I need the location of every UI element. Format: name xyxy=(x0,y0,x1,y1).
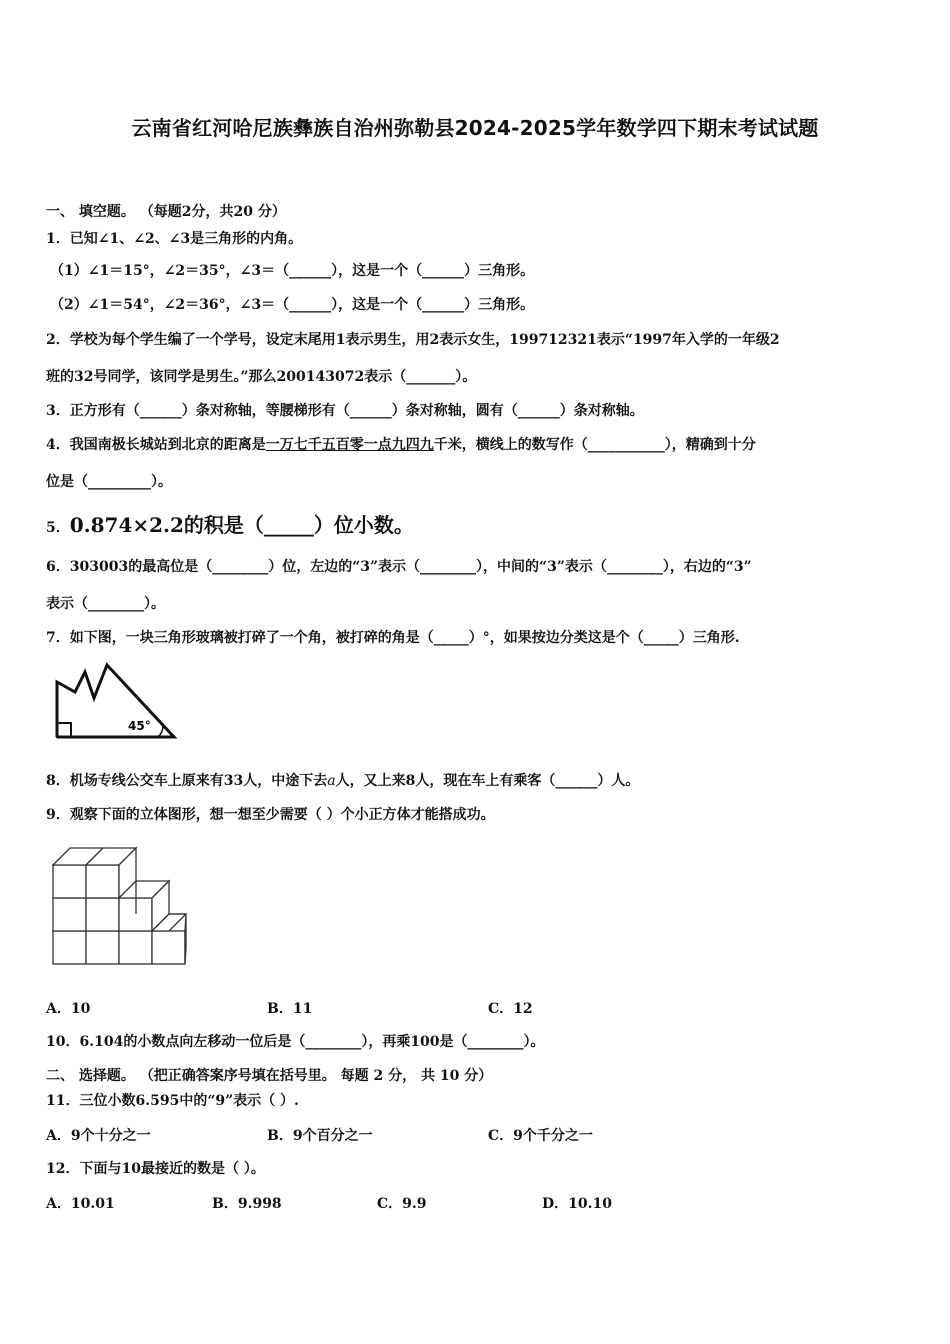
q4-pre: 4．我国南极长城站到北京的距离是 xyxy=(46,437,266,453)
q4-line1 xyxy=(46,435,906,455)
q6-line1: 6．303003的最高位是（________）位，左边的“3”表示（________），中间的“3”表示（________），右边的“3” xyxy=(46,559,752,575)
broken-triangle-outline xyxy=(57,665,174,737)
q7-text: 7．如下图，一块三角形玻璃被打碎了一个角，被打碎的角是（_____）°，如果按边分类这是个（_____）三角形. xyxy=(46,630,740,646)
q5-line xyxy=(46,515,906,538)
q1-part1: （1）∠1＝15°，∠2＝35°，∠3＝（______），这是一个（______）三角形。 xyxy=(50,263,535,279)
q4-line2: 位是（_________）。 xyxy=(46,474,172,490)
cube-front-face xyxy=(86,931,119,964)
q8-variable: a xyxy=(327,773,336,789)
q11-option-c[interactable]: C．9个千分之一 xyxy=(488,1128,593,1144)
q12-text: 12．下面与10最接近的数是（ ）。 xyxy=(46,1161,265,1177)
q6-line2: 表示（________）。 xyxy=(46,596,165,612)
q12-option-b[interactable]: B．9.998 xyxy=(212,1196,282,1212)
cube-front-face xyxy=(119,931,152,964)
q9-text: 9．观察下面的立体图形，想一想至少需要（ ）个小正方体才能搭成功。 xyxy=(46,807,495,823)
right-angle-mark xyxy=(57,723,71,737)
q12-option-d[interactable]: D．10.10 xyxy=(542,1196,612,1212)
q9-option-a[interactable]: A．10 xyxy=(46,1001,91,1017)
q5-number: 5． xyxy=(46,520,70,536)
q12-option-a[interactable]: A．10.01 xyxy=(46,1196,115,1212)
cube-front-face xyxy=(152,931,185,964)
broken-triangle-figure xyxy=(52,660,182,744)
cube-front-face xyxy=(53,931,86,964)
q1-part2: （2）∠1＝54°，∠2＝36°，∠3＝（______），这是一个（______）三角形。 xyxy=(50,297,535,313)
q3-text: 3．正方形有（______）条对称轴，等腰梯形有（______）条对称轴，圆有（______）条对称轴。 xyxy=(46,403,644,419)
q9-option-c[interactable]: C．12 xyxy=(488,1001,533,1017)
cube-front-face xyxy=(86,865,119,898)
section-heading-fill-blank: 一、 填空题。 （每题2分，共20 分） xyxy=(46,204,286,220)
q2-line1: 2．学校为每个学生编了一个学号，设定末尾用1表示男生，用2表示女生，199712321表示“1997年入学的一年级2 xyxy=(46,332,780,348)
q8-text xyxy=(46,771,906,791)
angle-arc xyxy=(158,725,163,737)
q2-line2: 班的32号同学，该同学是男生。”那么200143072表示（_______）。 xyxy=(46,369,477,385)
cube-front-face xyxy=(53,865,86,898)
q9-option-b[interactable]: B．11 xyxy=(267,1001,313,1017)
cube-front-face xyxy=(53,898,86,931)
cube-stack-figure xyxy=(50,838,190,968)
q4-post: 千米，横线上的数写作（___________），精确到十分 xyxy=(433,437,756,453)
q11-text: 11．三位小数6.595中的“9”表示（ ）. xyxy=(46,1093,299,1109)
cube-front-face xyxy=(86,898,119,931)
q1-stem: 1．已知∠1、∠2、∠3是三角形的内角。 xyxy=(46,231,303,247)
q8-pre: 8．机场专线公交车上原来有33人，中途下去 xyxy=(46,773,328,789)
cube-side-face xyxy=(185,914,186,964)
q11-option-b[interactable]: B．9个百分之一 xyxy=(267,1128,373,1144)
q11-option-a[interactable]: A．9个十分之一 xyxy=(46,1128,151,1144)
q12-option-c[interactable]: C．9.9 xyxy=(377,1196,427,1212)
q10-text: 10．6.104的小数点向左移动一位后是（________），再乘100是（________）。 xyxy=(46,1034,545,1050)
q4-underlined-number: 一万七千五百零一点九四九 xyxy=(265,437,434,453)
q5-text: 0.874×2.2的积是（_____）位小数。 xyxy=(69,513,414,537)
angle-label-45: 45° xyxy=(128,719,151,733)
section-heading-choice: 二、 选择题。 （把正确答案序号填在括号里。 每题 2 分， 共 10 分） xyxy=(46,1068,493,1084)
q8-post: 人，又上来8人，现在车上有乘客（______）人。 xyxy=(335,773,640,789)
page-title: 云南省红河哈尼族彝族自治州弥勒县2024-2025学年数学四下期末考试试题 xyxy=(131,116,819,140)
